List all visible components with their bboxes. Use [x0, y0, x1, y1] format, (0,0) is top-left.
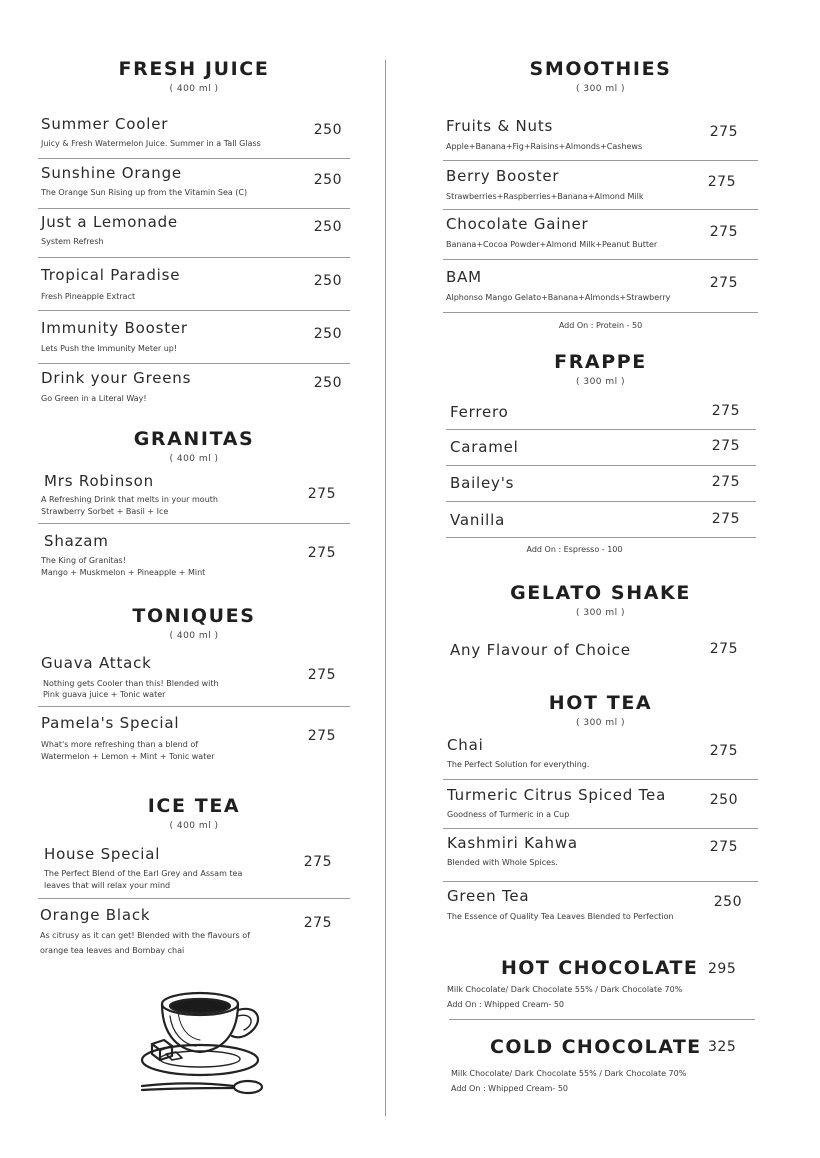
menu-item-fruits-and-nuts — [443, 112, 758, 161]
item-name: Orange Black — [40, 906, 151, 924]
menu-item-guava-attack — [38, 652, 350, 707]
item-description: What's more refreshing than a blend of — [41, 740, 199, 749]
item-description: Apple+Banana+Fig+Raisins+Almonds+Cashews — [446, 142, 643, 151]
item-price: 250 — [313, 273, 342, 289]
item-price: 275 — [707, 174, 736, 190]
item-description: The King of Granitas! — [41, 556, 126, 565]
menu-item-baileys — [446, 465, 756, 502]
item-name: Summer Cooler — [41, 115, 169, 133]
menu-item-summer-cooler — [38, 112, 350, 159]
item-price: 250 — [313, 122, 342, 138]
section-title: GRANITAS — [133, 428, 255, 450]
section-volume: ( 300 ml ) — [575, 84, 626, 94]
menu-item-shazam — [38, 523, 350, 583]
item-name: Pamela's Special — [41, 714, 180, 732]
toniques-header — [38, 605, 350, 641]
item-price: 250 — [313, 375, 342, 391]
item-name: Caramel — [450, 438, 519, 456]
item-description: System Refresh — [41, 237, 104, 246]
item-description: Pink guava juice + Tonic water — [43, 690, 166, 699]
item-description: leaves that will relax your mind — [44, 881, 171, 890]
item-name: Just a Lemonade — [41, 213, 178, 231]
section-title: TONIQUES — [132, 605, 256, 627]
section-volume: ( 300 ml ) — [575, 608, 626, 618]
teacup-icon — [138, 982, 272, 1102]
item-name: Berry Booster — [446, 167, 560, 185]
item-name: Green Tea — [447, 887, 530, 905]
section-title: FRESH JUICE — [118, 58, 270, 80]
item-name: Chai — [447, 736, 484, 754]
menu-item-tropical-paradise — [38, 257, 350, 311]
item-price: 250 — [713, 894, 742, 910]
item-price: 275 — [303, 915, 332, 931]
menu-item-turmeric-citrus-spiced-tea — [443, 779, 758, 829]
hot-chocolate-title: HOT CHOCOLATE — [501, 957, 699, 979]
hot-chocolate-divider — [449, 1019, 755, 1020]
item-name: Sunshine Orange — [41, 164, 182, 182]
item-description: Strawberry Sorbet + Basil + Ice — [41, 507, 169, 516]
hot-chocolate-options: Milk Chocolate/ Dark Chocolate 55% / Dark Chocolate 70% — [447, 985, 683, 994]
item-price: 275 — [709, 275, 738, 291]
menu-item-caramel — [446, 429, 756, 466]
menu-item-immunity-booster — [38, 310, 350, 364]
menu-item-house-special — [38, 842, 350, 899]
item-name: Guava Attack — [41, 654, 152, 672]
cold-chocolate-price: 325 — [708, 1039, 737, 1055]
cold-chocolate-addon: Add On : Whipped Cream- 50 — [451, 1084, 569, 1093]
menu-item-bam — [443, 259, 758, 313]
item-name: Any Flavour of Choice — [450, 641, 631, 659]
item-price: 275 — [307, 545, 336, 561]
hot-chocolate-price: 295 — [708, 961, 737, 977]
item-description: A Refreshing Drink that melts in your mouth — [41, 495, 218, 504]
item-name: Mrs Robinson — [44, 472, 154, 490]
item-description: The Perfect Blend of the Earl Grey and Assam tea — [44, 869, 243, 878]
item-price: 275 — [711, 511, 740, 527]
hot-chocolate-addon: Add On : Whipped Cream- 50 — [447, 1000, 565, 1009]
item-name: Chocolate Gainer — [446, 215, 589, 233]
item-price: 275 — [307, 486, 336, 502]
item-name: BAM — [446, 268, 482, 286]
section-volume: ( 400 ml ) — [169, 454, 219, 464]
menu-item-green-tea — [443, 881, 758, 929]
menu-item-chocolate-gainer — [443, 209, 758, 260]
item-price: 275 — [711, 438, 740, 454]
item-name: Kashmiri Kahwa — [447, 834, 578, 852]
item-price: 275 — [711, 474, 740, 490]
menu-item-sunshine-orange — [38, 158, 350, 209]
frappe-header — [443, 351, 758, 387]
item-price: 250 — [313, 172, 342, 188]
menu-item-ferrero — [446, 393, 756, 430]
item-name: House Special — [44, 845, 161, 863]
item-name: Fruits & Nuts — [446, 117, 554, 135]
item-name: Shazam — [44, 532, 109, 550]
item-description: Alphonso Mango Gelato+Banana+Almonds+Strawberry — [446, 293, 671, 302]
section-title: HOT TEA — [548, 692, 653, 714]
smoothies-header — [443, 58, 758, 94]
cold-chocolate-title: COLD CHOCOLATE — [490, 1036, 702, 1058]
ice-tea-header — [38, 795, 350, 831]
item-price: 275 — [307, 728, 336, 744]
section-volume: ( 300 ml ) — [575, 718, 626, 728]
item-price: 275 — [709, 839, 738, 855]
section-title: ICE TEA — [147, 795, 241, 817]
item-name: Bailey's — [450, 474, 515, 492]
section-volume: ( 400 ml ) — [169, 84, 219, 94]
item-description: The Perfect Solution for everything. — [447, 760, 590, 769]
item-description: Fresh Pineapple Extract — [41, 292, 136, 301]
fresh-juice-header — [38, 58, 350, 94]
gelato-shake-header — [443, 582, 758, 618]
item-price: 275 — [709, 224, 738, 240]
item-description: The Orange Sun Rising up from the Vitamin Sea (C) — [41, 188, 248, 197]
item-description: Strawberries+Raspberries+Banana+Almond Milk — [446, 192, 644, 201]
menu-item-kashmiri-kahwa — [443, 828, 758, 882]
item-description: Goodness of Turmeric in a Cup — [447, 810, 570, 819]
menu-item-just-a-lemonade — [38, 208, 350, 258]
menu-item-chai — [443, 733, 758, 780]
section-volume: ( 400 ml ) — [169, 631, 219, 641]
cold-chocolate-options: Milk Chocolate/ Dark Chocolate 55% / Dark Chocolate 70% — [451, 1069, 687, 1078]
menu-item-orange-black — [38, 898, 350, 962]
item-price: 275 — [711, 403, 740, 419]
section-volume: ( 300 ml ) — [575, 377, 626, 387]
item-description: Nothing gets Cooler than this! Blended with — [43, 679, 219, 688]
item-name: Tropical Paradise — [41, 266, 181, 284]
item-description: Watermelon + Lemon + Mint + Tonic water — [41, 752, 215, 761]
item-price: 250 — [313, 326, 342, 342]
menu-item-mrs-robinson — [38, 470, 350, 524]
item-name: Immunity Booster — [41, 319, 188, 337]
item-description: orange tea leaves and Bombay chai — [40, 946, 185, 955]
item-price: 250 — [313, 219, 342, 235]
item-price: 275 — [709, 124, 738, 140]
item-name: Ferrero — [450, 403, 509, 421]
frappe-addon: Add On : Espresso - 100 — [526, 545, 623, 554]
menu-item-vanilla — [446, 501, 756, 538]
smoothies-addon: Add On : Protein - 50 — [558, 321, 643, 330]
menu-item-pamelas-special — [38, 706, 350, 766]
item-price: 275 — [709, 641, 738, 657]
item-name: Vanilla — [450, 511, 506, 529]
section-volume: ( 400 ml ) — [169, 821, 219, 831]
granitas-header — [38, 428, 350, 464]
item-description: Lets Push the Immunity Meter up! — [41, 344, 178, 353]
item-description: The Essence of Quality Tea Leaves Blended to Perfection — [447, 912, 674, 921]
section-title: FRAPPE — [554, 351, 647, 373]
item-price: 275 — [303, 854, 332, 870]
item-description: Mango + Muskmelon + Pineapple + Mint — [41, 568, 206, 577]
section-title: SMOOTHIES — [529, 58, 672, 80]
hot-tea-header — [443, 692, 758, 728]
item-price: 250 — [709, 792, 738, 808]
item-name: Turmeric Citrus Spiced Tea — [447, 786, 667, 804]
item-name: Drink your Greens — [41, 369, 192, 387]
item-price: 275 — [709, 743, 738, 759]
item-description: Blended with Whole Spices. — [447, 858, 558, 867]
section-title: GELATO SHAKE — [510, 582, 691, 604]
menu-item-any-flavour — [443, 635, 758, 665]
item-description: Banana+Cocoa Powder+Almond Milk+Peanut Butter — [446, 240, 658, 249]
item-description: Juicy & Fresh Watermelon Juice. Summer in a Tall Glass — [41, 139, 261, 148]
item-description: As citrusy as it can get! Blended with the flavours of — [40, 931, 250, 940]
menu-item-berry-booster — [443, 160, 758, 210]
item-price: 275 — [307, 667, 336, 683]
item-description: Go Green in a Literal Way! — [41, 394, 147, 403]
column-divider — [385, 60, 386, 1116]
menu-item-drink-your-greens — [38, 363, 350, 409]
